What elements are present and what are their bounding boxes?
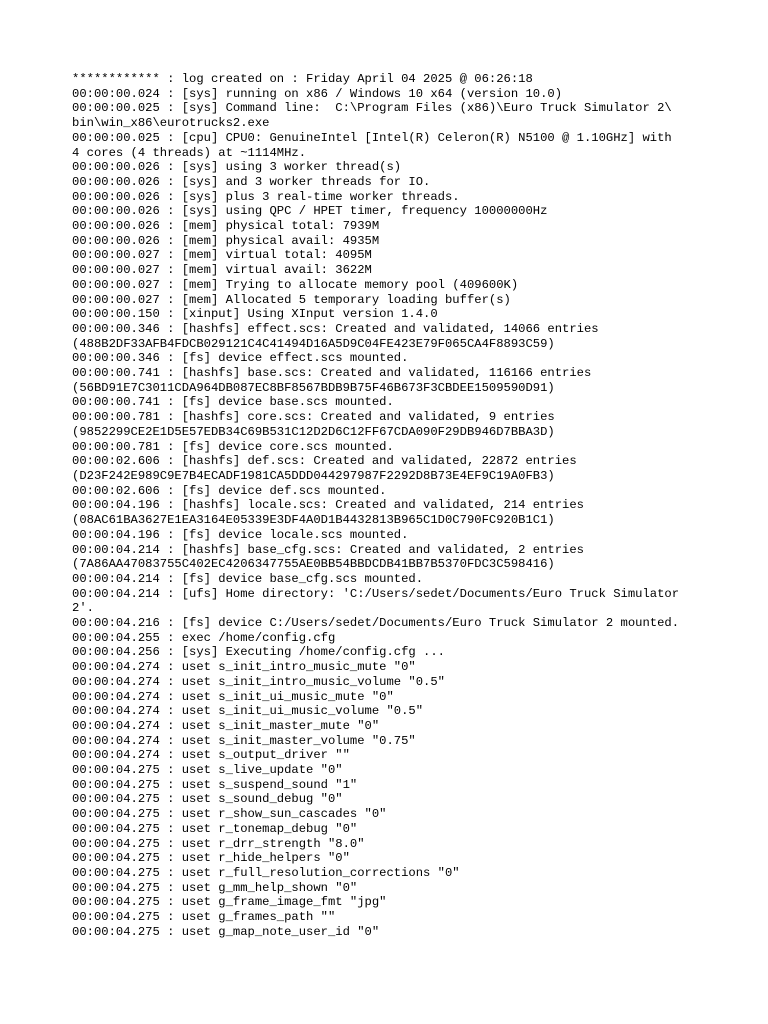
log-line: 00:00:00.026 : [sys] and 3 worker threads for IO. [72,174,431,189]
log-line: 00:00:04.274 : uset s_init_ui_music_volume "0.5" [72,704,424,719]
log-line: 00:00:04.275 : uset r_tonemap_debug "0" [72,821,358,836]
log-line: 00:00:00.025 : [sys] Command line: C:\Program Files (x86)\Euro Truck Simulator 2\ [72,101,672,116]
log-line: 00:00:00.026 : [mem] physical avail: 4935M [72,233,380,248]
log-line: 00:00:00.150 : [xinput] Using XInput version 1.4.0 [72,307,438,322]
log-line: 00:00:00.026 : [sys] plus 3 real-time worker threads. [72,189,460,204]
log-line: (7A86AA47083755C402EC4206347755AE0BB54BBDCDB41BB7B5370FDC3C598416) [72,557,555,572]
log-line: 00:00:00.741 : [fs] device base.scs mounted. [72,395,394,410]
log-line: 00:00:04.275 : uset g_frame_image_fmt "jpg" [72,895,387,910]
log-line: 00:00:00.027 : [mem] Allocated 5 temporary loading buffer(s) [72,292,511,307]
log-line: 2'. [72,601,94,616]
log-line: 00:00:04.275 : uset s_live_update "0" [72,763,343,778]
log-line: 00:00:04.275 : uset s_sound_debug "0" [72,792,343,807]
log-line: 00:00:04.214 : [fs] device base_cfg.scs mounted. [72,571,424,586]
log-line: (488B2DF33AFB4FDCB029121C4C41494D16A5D9C04FE423E79F065CA4F8893C59) [72,336,555,351]
log-line: 00:00:04.214 : [ufs] Home directory: 'C:/Users/sedet/Documents/Euro Truck Simulator [72,586,680,601]
log-line: 00:00:00.026 : [sys] using QPC / HPET timer, frequency 10000000Hz [72,204,548,219]
log-line: (9852299CE2E1D5E57EDB34C69B531C12D2D6C12FF67CDA090F29DB946D7BBA3D) [72,424,555,439]
log-line: 00:00:04.275 : uset g_mm_help_shown "0" [72,880,358,895]
log-line: (D23F242E989C9E7B4ECADF1981CA5DDD044297987F2292D8B73E4EF9C19A0FB3) [72,468,555,483]
log-line: 00:00:04.274 : uset s_output_driver "" [72,748,350,763]
log-line: (56BD91E7C3011CDA964DB087EC8BF8567BDB9B75F46B673F3CBDEE1509590D91) [72,380,555,395]
log-line: 00:00:00.781 : [fs] device core.scs mounted. [72,439,394,454]
log-line: 00:00:04.256 : [sys] Executing /home/config.cfg ... [72,645,445,660]
log-line: 00:00:00.346 : [fs] device effect.scs mounted. [72,351,409,366]
log-line: 00:00:04.274 : uset s_init_ui_music_mute "0" [72,689,394,704]
log-line: 00:00:04.275 : uset g_frames_path "" [72,910,336,925]
log-line: 4 cores (4 threads) at ~1114MHz. [72,145,307,160]
log-line: 00:00:04.274 : uset s_init_intro_music_volume "0.5" [72,674,445,689]
log-line: 00:00:04.216 : [fs] device C:/Users/sedet/Documents/Euro Truck Simulator 2 mounted. [72,616,680,631]
log-line: 00:00:02.606 : [fs] device def.scs mounted. [72,483,387,498]
log-line: 00:00:00.027 : [mem] Trying to allocate memory pool (409600K) [72,277,519,292]
log-line: 00:00:04.275 : uset s_suspend_sound "1" [72,777,358,792]
log-line: 00:00:04.196 : [hashfs] locale.scs: Created and validated, 214 entries [72,498,584,513]
log-line: 00:00:00.027 : [mem] virtual total: 4095M [72,248,372,263]
log-line: 00:00:04.275 : uset r_hide_helpers "0" [72,851,350,866]
log-lines [72,72,700,939]
log-line: 00:00:04.196 : [fs] device locale.scs mounted. [72,527,409,542]
log-line: 00:00:04.274 : uset s_init_master_mute "0" [72,718,380,733]
log-line: 00:00:04.255 : exec /home/config.cfg [72,630,336,645]
log-line: 00:00:04.275 : uset r_show_sun_cascades "0" [72,807,387,822]
log-line: 00:00:00.346 : [hashfs] effect.scs: Created and validated, 14066 entries [72,321,599,336]
log-line: 00:00:02.606 : [hashfs] def.scs: Created and validated, 22872 entries [72,454,577,469]
log-line: 00:00:00.781 : [hashfs] core.scs: Created and validated, 9 entries [72,410,555,425]
log-line: 00:00:04.275 : uset r_full_resolution_corrections "0" [72,865,460,880]
log-line: 00:00:04.275 : uset g_map_note_user_id "0" [72,924,380,939]
log-document [72,72,700,939]
log-line: 00:00:04.275 : uset r_drr_strength "8.0" [72,836,365,851]
log-line: (08AC61BA3627E1EA3164E05339E3DF4A0D1B4432813B965C1D0C790FC920B1C1) [72,513,555,528]
log-line: 00:00:00.025 : [cpu] CPU0: GenuineIntel [Intel(R) Celeron(R) N5100 @ 1.10GHz] with [72,130,672,145]
log-line: ************ : log created on : Friday April 04 2025 @ 06:26:18 [72,72,533,86]
log-line: 00:00:04.214 : [hashfs] base_cfg.scs: Created and validated, 2 entries [72,542,584,557]
log-line: 00:00:00.026 : [sys] using 3 worker thread(s) [72,160,402,175]
log-line: 00:00:04.274 : uset s_init_master_volume "0.75" [72,733,416,748]
log-line: bin\win_x86\eurotrucks2.exe [72,116,270,131]
log-line: 00:00:00.024 : [sys] running on x86 / Windows 10 x64 (version 10.0) [72,86,563,101]
log-line: 00:00:00.026 : [mem] physical total: 7939M [72,219,380,234]
log-line: 00:00:00.027 : [mem] virtual avail: 3622M [72,263,372,278]
log-line: 00:00:00.741 : [hashfs] base.scs: Created and validated, 116166 entries [72,366,592,381]
log-line: 00:00:04.274 : uset s_init_intro_music_mute "0" [72,660,416,675]
